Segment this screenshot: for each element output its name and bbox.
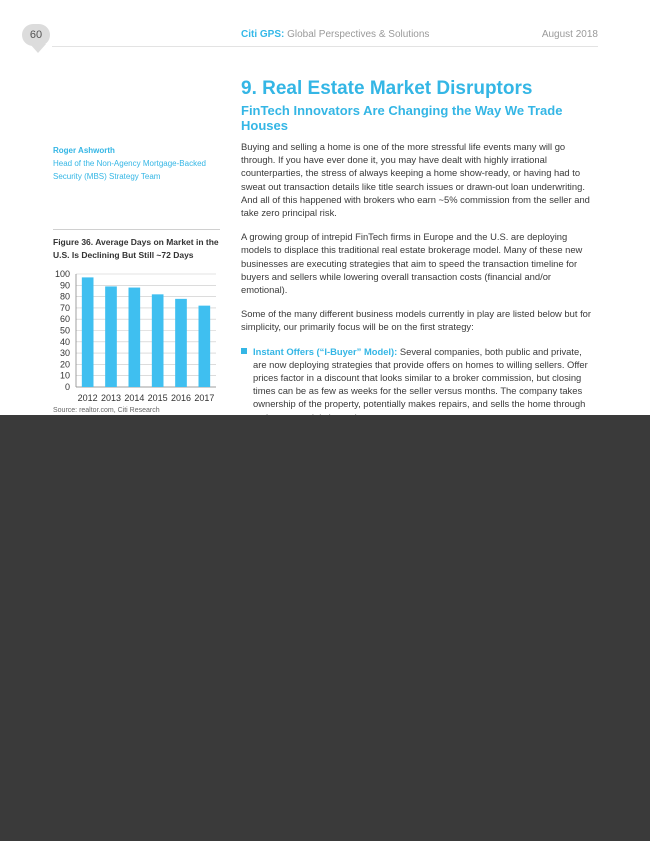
page-badge-tail bbox=[30, 44, 46, 53]
list-item bbox=[241, 345, 591, 424]
x-tick-label: 2014 bbox=[124, 393, 145, 403]
header-rule bbox=[52, 46, 598, 47]
screen-overlay bbox=[0, 415, 650, 841]
bullet-lead: Instant Offers (“I-Buyer” Model): bbox=[253, 345, 398, 357]
author-name: Roger Ashworth bbox=[53, 146, 115, 155]
body-paragraph: A growing group of intrepid FinTech firms in Europe and the U.S. are deploying models to displace this traditional real estate brokerage model. Many of these new businesses are executing strategies that aim to speed the transaction timeline for buyers and sellers while lowering overall transaction costs (financial and/or emotional). bbox=[241, 231, 583, 296]
x-tick-label: 2015 bbox=[147, 393, 168, 403]
y-tick-label: 30 bbox=[59, 348, 70, 359]
bullet-text: Several companies, both public and private, are now deploying strategies that provide offers on homes to willing sellers. Offer prices factor in a discount that looks similar to a broker commission, but closing times can be as few as weeks for the seller versus months. The company takes ownership of the property, potentially makes repairs, and sells the home through bbox=[253, 345, 588, 410]
author-role: Head of the Non-Agency Mortgage-Backed Security (MBS) Strategy Team bbox=[53, 159, 206, 181]
bar-2014 bbox=[129, 288, 141, 387]
bar-2012 bbox=[82, 277, 94, 387]
y-tick-label: 10 bbox=[59, 370, 70, 381]
brand-label: Citi GPS: bbox=[241, 29, 285, 40]
bar-2017 bbox=[199, 306, 211, 387]
days-on-market-chart bbox=[50, 266, 222, 411]
y-tick-label: 50 bbox=[59, 325, 70, 336]
y-tick-label: 80 bbox=[59, 291, 70, 302]
x-tick-label: 2017 bbox=[194, 393, 215, 403]
bar-2016 bbox=[175, 299, 187, 387]
sidebar-divider bbox=[53, 229, 220, 230]
page-number-badge: 60 bbox=[22, 24, 50, 46]
article-title: 9. Real Estate Market Disruptors bbox=[241, 78, 533, 99]
x-tick-label: 2013 bbox=[100, 393, 122, 403]
strategy-list bbox=[241, 345, 591, 424]
author-block bbox=[53, 144, 223, 183]
y-tick-label: 0 bbox=[64, 382, 70, 392]
figure-title: Figure 36. Average Days on Market in the U.S. Is Declining But Still ~72 Days bbox=[53, 237, 219, 260]
y-tick-label: 90 bbox=[59, 280, 70, 291]
article-subtitle: FinTech Innovators Are Changing the Way We Trade Houses bbox=[241, 103, 563, 133]
square-bullet-icon bbox=[241, 348, 247, 354]
y-tick-label: 40 bbox=[59, 336, 70, 347]
bar-2013 bbox=[105, 286, 117, 387]
body-paragraph: Buying and selling a home is one of the more stressful life events many will go through. If you have ever done it, you may have dealt with highly irrational counterparties, the stress of always keeping a home show-ready, or having had to sweat out transaction details like title search issues or drawn-out loan underwriting. And all of this happened with brokers who earn ~5% commission from the seller and take zero principal risk. bbox=[241, 141, 590, 219]
x-tick-label: 2012 bbox=[77, 393, 98, 403]
figure-source: Source: realtor.com, Citi Research bbox=[53, 407, 160, 414]
bar-2015 bbox=[152, 294, 164, 387]
body-paragraph: Some of the many different business models currently in play are listed below but for simplicity, our primarily focus will be on the first strategy: bbox=[241, 308, 592, 333]
x-tick-label: 2016 bbox=[170, 393, 192, 403]
y-tick-label: 100 bbox=[54, 269, 70, 279]
y-tick-label: 70 bbox=[59, 302, 70, 313]
y-tick-label: 60 bbox=[59, 314, 70, 325]
running-header bbox=[241, 29, 429, 40]
header-date: August 2018 bbox=[541, 29, 598, 40]
article-body bbox=[241, 140, 591, 424]
y-tick-label: 20 bbox=[59, 359, 70, 370]
publication-name: Global Perspectives & Solutions bbox=[287, 29, 430, 40]
